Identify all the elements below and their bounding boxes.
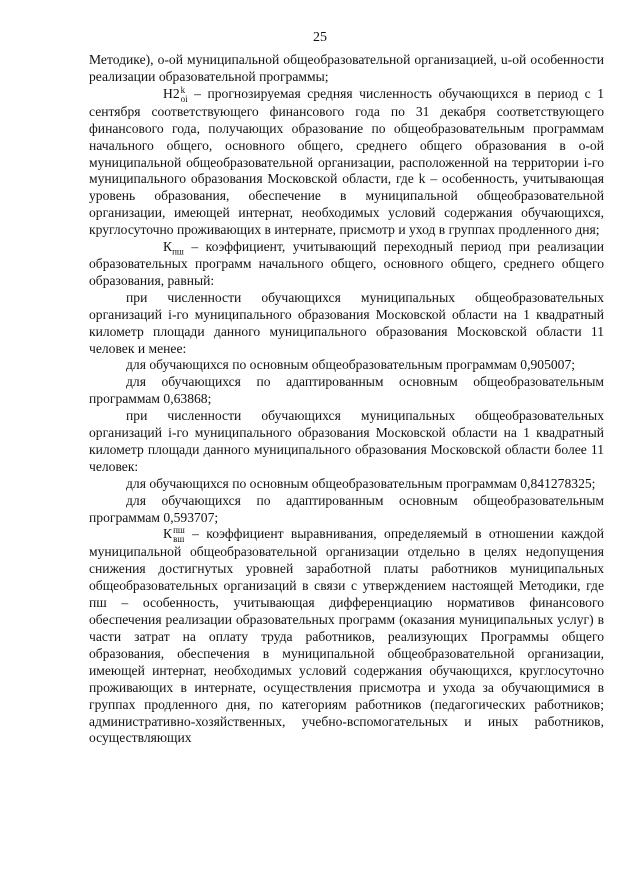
formula-symbol-kpsh: $К_{пш}$: [163, 239, 184, 257]
formula-symbol-kvsh: К пш вш: [163, 525, 185, 545]
paragraph-condition-low-density: при численности обучающихся муниципальных общеобразовательных организаций i-го муниципального образования Московской области на 1 квадратный километр площади данного муниципального образования Московской области 11 человек и менее:: [89, 289, 604, 356]
paragraph-continuation: Методике), о-ой муниципальной общеобразовательной организацией, u-ой особенности реализации образовательной программы;: [89, 52, 604, 84]
paragraph-value-adapted-high: для обучающихся по адаптированным основным общеобразовательным программам 0,593707;: [89, 492, 604, 525]
paragraph-kvsh-definition: К пш вш – коэффициент выравнивания, определяемый в отношении каждой муниципальной общеобразовательной организации отдельно в целях недопущения снижения достигнутых уровней заработной платы работников муниципальных общеобразовательных организаций в связи с утверждением настоящей Методики, где пш – особенность, учитывающая дифференциацию нормативов финансового обеспечения реализации образовательных программ (оказания муниципальных услуг) в части затрат на оплату труда работников, реализующих Программы общего образования, обеспечения в муниципальной общеобразовательной организации, имеющей интернат, необходимых условий содержания обучающихся, круглосуточно проживающих в интернате, осуществления присмотра и ухода за обучающимися в группах продленного дня, по категориям работников (педагогических работников; административно-хозяйственных, учебно-вспомогательных и иных работников, осуществляющих: [89, 525, 604, 746]
paragraph-kpsh-definition: $К_{пш}$ – коэффициент, учитывающий переходный период при реализации образовательных программ начального общего, основного общего, среднего общего образования, равный:: [89, 239, 604, 288]
paragraph-value-basic-high: для обучающихся по основным общеобразовательным программам 0,841278325;: [126, 475, 596, 491]
document-body: [89, 52, 604, 747]
page-number: 25: [313, 30, 327, 45]
paragraph-h2-definition: Н2 k oi – прогнозируемая средняя численность обучающихся в период с 1 сентября соответствующего финансового года по 31 декабря соответствующего финансового года, получающих образование по общеобразовательным программам начального общего, основного общего, среднего общего образования в о-ой муниципальной общеобразовательной организации, расположенной на территории i-го муниципального образования Московской области, где k – особенность, учитывающая уровень образования, обеспечение в муниципальной общеобразовательной организации, имеющей интернат, необходимых условий содержания обучающихся, круглосуточно проживающих в интернате, присмотр и уход в группах продленного дня;: [89, 84, 604, 238]
paragraph-value-basic-low: для обучающихся по основным общеобразовательным программам 0,905007;: [126, 357, 576, 373]
paragraph-value-adapted-low: для обучающихся по адаптированным основным общеобразовательным программам 0,63868;: [89, 374, 604, 407]
formula-symbol-h2: Н2 k oi: [163, 84, 188, 104]
paragraph-condition-high-density: при численности обучающихся муниципальных общеобразовательных организаций i-го муниципального образования Московской области на 1 квадратный километр площади данного муниципального образования Московской области более 11 человек:: [89, 408, 604, 474]
